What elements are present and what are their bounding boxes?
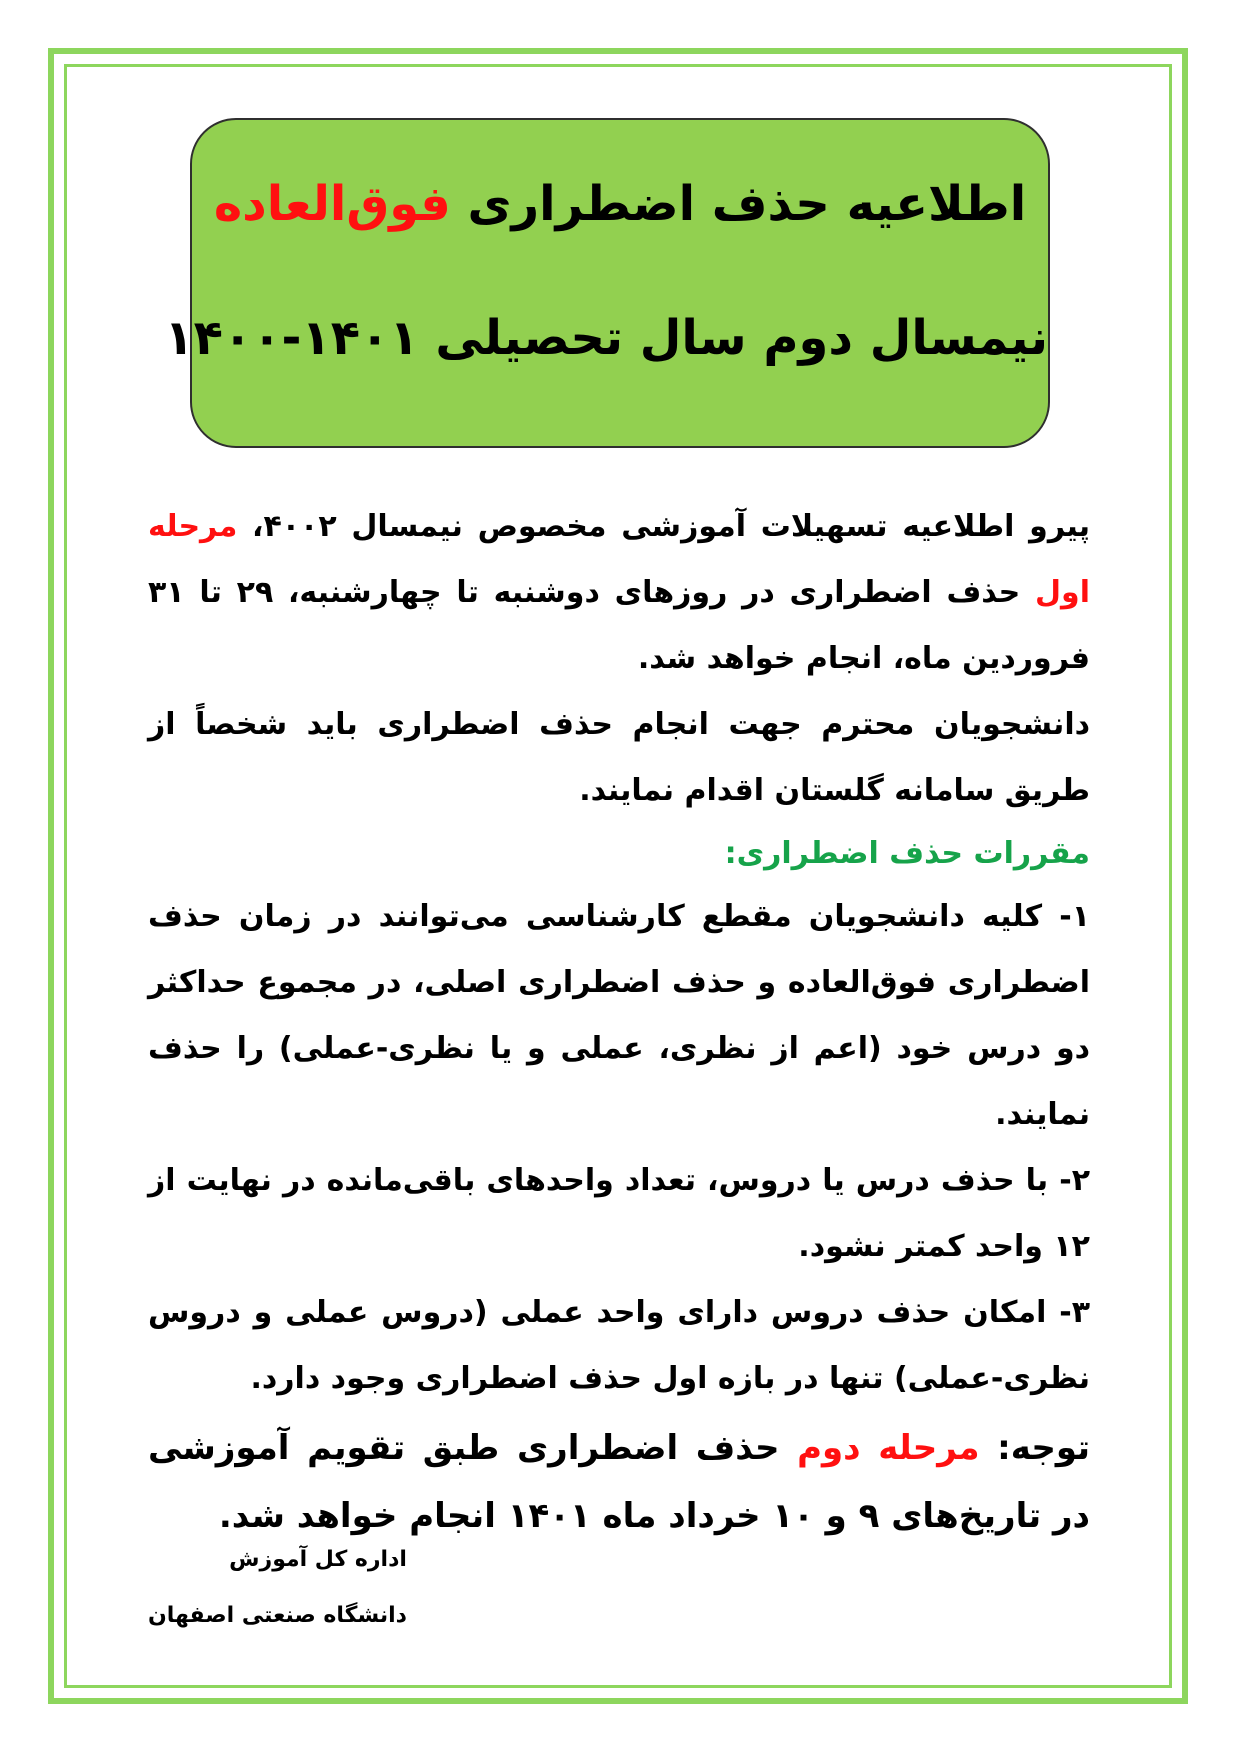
signature-department: اداره کل آموزش	[229, 1547, 407, 1572]
note-label: توجه:	[997, 1428, 1090, 1468]
title-line-1	[192, 174, 1048, 234]
note-text: حذف اضطراری طبق تقویم آموزشی در تاریخ‌های ۹ و ۱۰ خرداد ماه ۱۴۰۱ انجام خواهد شد.	[148, 1428, 1090, 1536]
intro-text-start: پیرو اطلاعیه تسهیلات آموزشی مخصوص نیمسال ۴۰۰۲،	[252, 509, 1090, 544]
intro-paragraph	[148, 494, 1090, 692]
intro-highlight: مرحله اول	[148, 509, 1090, 610]
title-highlight: فوق‌العاده	[213, 176, 451, 232]
rules-heading: مقررات حذف اضطراری:	[724, 836, 1090, 871]
note-paragraph	[148, 1414, 1090, 1550]
note-highlight: مرحله دوم	[797, 1428, 980, 1468]
title-main: اطلاعیه حذف اضطراری	[467, 176, 1027, 232]
intro-text-end: حذف اضطراری در روزهای دوشنبه تا چهارشنبه، ۲۹ تا ۳۱ فروردین ماه، انجام خواهد شد.	[148, 575, 1090, 676]
signature-university: دانشگاه صنعتی اصفهان	[148, 1603, 407, 1628]
rule-item-2: ۲- با حذف درس یا دروس، تعداد واحدهای باقی‌مانده در نهایت از ۱۲ واحد کمتر نشود.	[148, 1163, 1090, 1264]
announcement-body	[148, 494, 1090, 1550]
rule-item-1: ۱- کلیه دانشجویان مقطع کارشناسی می‌توانند در زمان حذف اضطراری فوق‌العاده و حذف اضطراری اصلی، در مجموع حداکثر دو درس خود (اعم از نظری، عملی و یا نظری-عملی) را حذف نمایند.	[148, 899, 1090, 1132]
instruction-paragraph: دانشجویان محترم جهت انجام حذف اضطراری باید شخصاً از طریق سامانه گلستان اقدام نمایند.	[148, 707, 1090, 808]
rule-item-3: ۳- امکان حذف دروس دارای واحد عملی (دروس عملی و دروس نظری-عملی) تنها در بازه اول حذف اضطراری وجود دارد.	[148, 1295, 1090, 1396]
signature-block	[148, 1532, 407, 1644]
title-box	[164, 118, 1050, 448]
title-line-2: نیمسال دوم سال تحصیلی ۱۴۰۱-۱۴۰۰	[164, 310, 1048, 366]
